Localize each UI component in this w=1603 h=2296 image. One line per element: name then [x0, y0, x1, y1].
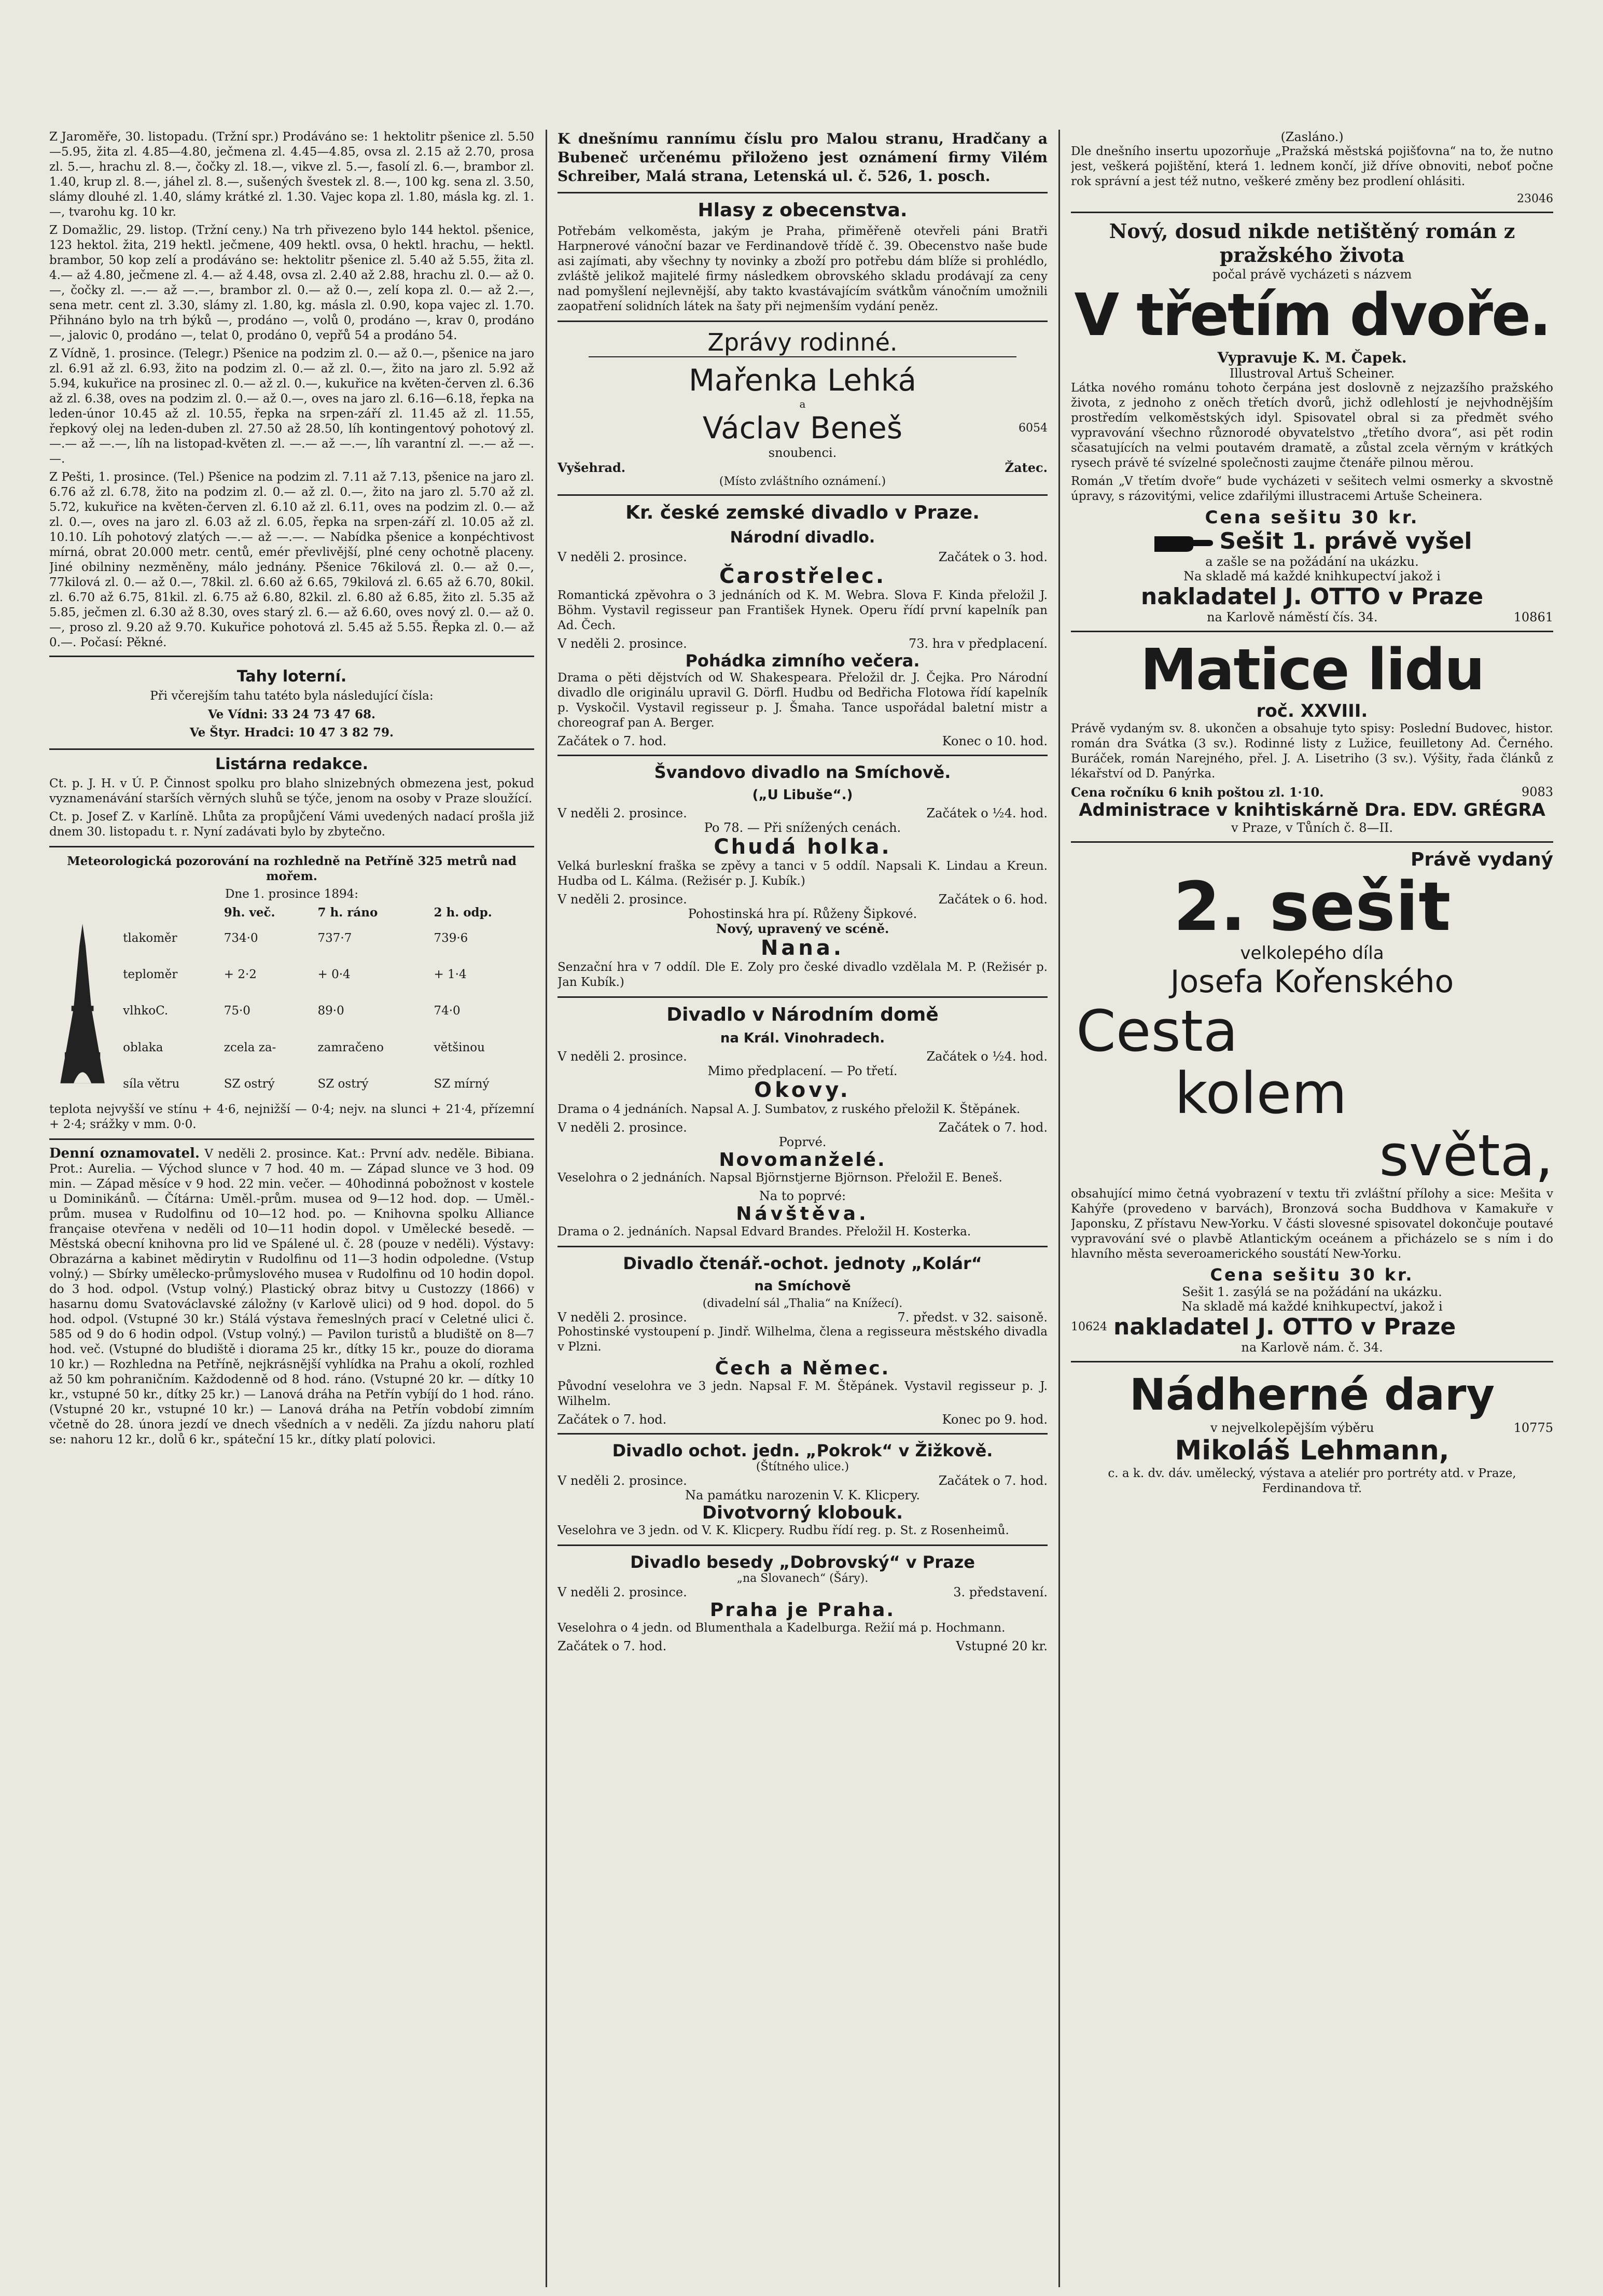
kolar-play: Čech a Němec.	[715, 1358, 890, 1379]
nd-desc: Drama o 4 jednáních. Napsal A. J. Sumbatov, z ruského přeložil K. Štěpánek.	[557, 1103, 1021, 1116]
meteo-cell: 734·0	[224, 931, 258, 945]
nt-sub: Národní divadlo.	[730, 528, 875, 547]
voices-title: Hlasy z obecenstva.	[698, 200, 908, 221]
column-rule	[1058, 130, 1060, 2287]
newspaper-page	[49, 130, 1553, 2287]
nt-end: Konec o 10. hod.	[942, 734, 1048, 748]
divider	[557, 755, 1048, 756]
divider	[557, 321, 1048, 322]
insert-notice: K dnešnímu rannímu číslu pro Malou stranu, Hradčany a Bubeneč určenému přiloženo jest oznámení firmy Vilém Schreiber, Malá strana, Letenská ul. č. 526, 1. posch.	[557, 130, 1048, 185]
nd-start: Začátek o ½4. hod.	[926, 1049, 1048, 1064]
meteo-row	[120, 1066, 534, 1102]
column-left	[49, 130, 534, 2287]
meteo-cell: SZ ostrý	[317, 1077, 369, 1091]
kolar-sub: na Smíchově	[754, 1278, 851, 1294]
novel-illustrator: Illustroval Artuš Scheiner.	[1229, 366, 1395, 381]
meteo-cell: 75·0	[224, 1004, 250, 1018]
novel-title: V třetím dvoře.	[1074, 282, 1550, 349]
sv-desc: Senzační hra v 7 oddíl. Dle E. Zoly pro české divadlo vzdělala M. P. (Režisér p. Jan Kubík.)	[557, 961, 1048, 989]
book-title-2: kolem	[1175, 1060, 1347, 1126]
book-publisher-address: na Karlově nám. č. 34.	[1241, 1340, 1383, 1355]
editorial-note: Ct. p. Josef Z. v Karlíně. Lhůta za propůjčení Vámi uvedených nadací prošla již dnem 30. listopadu t. r. Nyní zadávati bylo by zbytečno.	[49, 810, 534, 839]
divider	[557, 1433, 1048, 1435]
dobr-play: Praha je Praha.	[709, 1599, 896, 1621]
kolar-seq: 7. předst. v 32. saisoně.	[897, 1310, 1048, 1325]
meteo-cell: tlakoměr	[123, 931, 177, 945]
author-name: Josefa Kořenského	[1170, 964, 1454, 1000]
sv-play: Chudá holka.	[714, 835, 891, 859]
meteo-table	[120, 905, 534, 1102]
sv-start: Začátek o 6. hod.	[938, 892, 1048, 907]
lottery-steyr: Ve Štyr. Hradci: 10 47 3 82 79.	[189, 726, 394, 740]
nd-perf: Mimo předplacení. — Po třetí.	[707, 1064, 898, 1078]
sesit-label: Sešit 1. právě vyšel	[1219, 528, 1472, 554]
petrin-tower-icon	[49, 905, 116, 1102]
bride-name: Mařenka Lehká	[689, 363, 916, 398]
book-title-1: Cesta	[1076, 998, 1238, 1064]
book-note: Sešit 1. zasýlá se na požádání na ukázku.	[1182, 1285, 1442, 1299]
voices-text: Potřebám velkoměsta, jakým je Praha, přiměřeně otevřeli páni Bratři Harpnerové vánoční bazar ve Ferdinandově třídě č. 39. Obecenstvo naše bude asi zajímati, aby všechny ty novinky a zboží pro potřebu dám blíže si prohlédlo, zvláště jelikož majitelé firmy následkem obrovského skladu prodávají za ceny nad pomyšlení nejlevnější, aby takto kvastávajícím svátkům vánočním umožnili zaopatření solidních látek na šaty při nejmenším vydání peněz.	[557, 225, 1048, 313]
book-title-3: světa,	[1379, 1122, 1553, 1189]
nd-new: Na to poprvé:	[759, 1189, 846, 1203]
lehmann-text: c. a k. dv. dáv. umělecký, výstava a ateliér pro portréty atd. v Praze, Ferdinandova tř.	[1108, 1467, 1516, 1495]
matice-text: Právě vydaným sv. 8. ukončen a obsahuje tyto spisy: Poslední Budovec, histor. román dra Svátka (3 sv.). Rodinné listy z Lužice, feuilletony Ad. Černého. Buráček, román Narejného, přel. J. A. Lisetriho (3 sv.). Výšity, řada článků z lékařství od D. Panýrka.	[1071, 722, 1553, 781]
meteo-header-cell	[120, 905, 221, 920]
dobr-desc: Veselohra o 4 jedn. od Blumenthala a Kadelburga. Režií má p. Hochmann.	[557, 1621, 1006, 1635]
notices-title: Denní oznamovatel.	[49, 1146, 200, 1161]
novel-text: Látka nového románu tohoto čerpána jest doslovně z nejzazšího pražského života, z jednoho z oněch třetích dvorů, jichž odlehlostí je nejvhodnějším prostředím velkoměstských idyl. Spisovatel obral si za předmět svého vypravování všechno různorodé obyvatelstvo „třetího dvora“, asi pět rodin sčasatujících na velmi poutavém dramatě, a zůstal zcela věrným v krátkých rysech právě té svízelné společnosti zaujme čtenáře pilnou měrou.	[1071, 381, 1553, 470]
ad-number: 10624	[1071, 1320, 1107, 1333]
sv-new: Nový, upravený ve scéně.	[716, 921, 889, 936]
pokrok-play: Divotvorný klobouk.	[702, 1502, 903, 1523]
dobr-sub: „na Slovanech“ (Šáry).	[736, 1572, 869, 1585]
nd-date: V neděli 2. prosince.	[557, 1120, 687, 1135]
book-publisher: nakladatel J. OTTO v Praze	[1113, 1314, 1456, 1340]
novel-text: Román „V třetím dvoře“ bude vycházeti v sešitech velmi osmerky a skvostně úpravy, s rázovitými, velice zdařilými illustracemi Artuše Scheinera.	[1071, 475, 1553, 503]
family-title: Zprávy rodinné.	[589, 328, 1016, 357]
meteo-cell: 737·7	[317, 931, 352, 945]
kolar-start: Začátek o 7. hod.	[557, 1412, 667, 1427]
nd-title: Divadlo v Národním domě	[666, 1004, 939, 1025]
ad-number: 10861	[1513, 610, 1553, 624]
dobr-start: Začátek o 7. hod.	[557, 1639, 667, 1653]
nd-new: Poprvé.	[778, 1135, 827, 1149]
sv-sub2: Pohostinská hra pí. Růženy Šipkové.	[688, 907, 917, 921]
note-number: 23046	[1517, 192, 1553, 205]
dobr-price: Vstupné 20 kr.	[956, 1639, 1048, 1653]
market-report: Z Pešti, 1. prosince. (Tel.) Pšenice na podzim zl. 7.11 až 7.13, pšenice na jaro zl. 6.76 až zl. 6.78, žito na podzim zl. 0.— až zl. 0.—, žito na jaro zl. 5.70 až zl. 5.72, kukuřice na květen-červen zl. 6.10 až zl. 6.11, oves na podzim zl. 0.— až zl. 0.—, oves na jaro zl. 6.03 až zl. 6.05, řepka na srpen-září zl. 10.05 až zl. 10.10. Líh pohotový zlatých —.— až —.—. — Nabídka pšenice a konpéchtivost mírná, obrat 20.000 metr. centů, emér převlivější, plné ceny ochotně placeny. Jiné obilniny nezměněny, málo jednány. Pšenice 76kilová zl. 0.— až 0.—, 77kilová zl. 0.— až 0.—, 78kil. zl. 6.60 až 6.65, 79kilová zl. 6.65 až 6.70, 80kil. zl. 6.70 až 6.75, 81kil. zl. 6.75 až 6.80, 82kil. zl. 6.80 až 6.85, žito zl. 5.35 až 5.85, ječmen zl. 6.30 až 8.30, oves starý zl. 6.— až 6.60, oves nový zl. 0.— až 0.—, proso zl. 9.20 až 9.70. Kukuřice pohotová zl. 5.45 až 5.55. Řepka zl. 0.— až 0.—. Počasí: Pěkné.	[49, 470, 534, 649]
column-middle	[557, 130, 1048, 2287]
notices-text: V neděli 2. prosince. Kat.: První adv. neděle. Bibiana. Prot.: Aurelia. — Východ slunce v 7 hod. 40 m. — Západ slunce ve 3 hod. 09 min. — Západ měsíce v 9 hod. 22 min. večer. — 40hodinná pobožnost v kostele u Dominikánů. — Čítárna: Uměl.-prům. musea od 9—12 hod. dop. — Uměl.-prům. musea v Rudolfinu od 10—12 hod. po. — Knihovna spolku Alliance française otevřena v neděli od 10—11 hodin dopol. v Umělecké besedě. — Městská obecní knihovna pro lid ve Spálené ul. č. 28 (pouze v neděli). Výstavy: Obrazárna a kabinet mědirytin v Rudolfinu od 11—3 hodin odpoledne. (Vstup volný.) — Sbírky umělecko-průmyslového musea v Rudolfinu od 10 hodin dopol. do 3 hod. odpol. (Vstup volný.) Plastický obraz bitvy u Custozzy (1866) v hasarnu domu Svatováclavské záložny (v Karlově ulici) od 9 hod. dopol. do 5 hod. odpol. (Vstupné 30 kr.) Stálá výstava řemeslných prací v Celetné ulici č. 585 od 9 do 6 hodin odpol. (Vstup volný.) — Pavilon turistů a bludiště on 8—7 hod. več. (Vstupné do bludiště i diorama 25 kr., dítky 15 kr., pouze do diorama 10 kr.) — Rozhledna na Petříně, nejkrásnější vyhlídka na Prahu a okolí, rozhled až 50 km pohraničním. Každodenně od 8 hod. ráno. (Vstupné 20 kr. — dítky 10 kr., vstupné 50 kr., dítky 25 kr.) — Lanová dráha na Petřín vybíjí do 1 hod. ráno. (Vstupné 20 kr., vstupné 10 kr.) — Lanová dráha na Petřín vobdobí zimním včetně do 28. února jezdí ve dnech všedních a v neděli. Za jízdu nahoru platí se: nahoru 12 kr., dolů 6 kr., spáteční 15 kr., dítky platí polovici.	[49, 1147, 534, 1446]
meteo-extra: teplota nejvyšší ve stínu + 4·6, nejnižší — 0·4; nejv. na slunci + 21·4, přízemní + 2·4; srážky v mm. 0·0.	[49, 1103, 534, 1131]
lottery-vienna: Ve Vídni: 33 24 73 47 68.	[207, 707, 376, 721]
matice-title: Matice lidu	[1140, 636, 1484, 703]
groom-name: Václav Beneš	[702, 410, 903, 446]
editorial-note: Ct. p. J. H. v Ú. P. Činnost spolku pro blaho slnizebných obmezena jest, pokud vyznamenávání starších věrných sluhů se týče, jenom na osoby v Praze sloužící.	[49, 777, 534, 805]
meteo-cell: 74·0	[434, 1004, 461, 1018]
meteo-cell: + 2·2	[224, 968, 257, 982]
divider	[1071, 212, 1553, 213]
town-left: Vyšehrad.	[557, 460, 626, 475]
sv-date: V neděli 2. prosince.	[557, 892, 687, 907]
meteo-cell: SZ mírný	[434, 1077, 490, 1091]
meteo-header-cell: 7 h. ráno	[317, 906, 378, 920]
sv-sub: („U Libuše“.)	[752, 787, 853, 803]
sv-play: Nana.	[760, 936, 845, 960]
nd-start: Začátek o 7. hod.	[938, 1120, 1048, 1135]
and-word: a	[799, 398, 806, 410]
market-report: Z Domažlic, 29. listop. (Tržní ceny.) Na trh přivezeno bylo 144 hektol. pšenice, 123 hektol. žita, 219 hektl. ječmene, 409 hektl. ovsa, 0 hektl. hrachu, — hektl. brambor, 50 kop zelí a prodáváno se: hektolitr pšenice zl. 5.40 až 5.55, žita zl. 4.— až 4.80, ječmene zl. 4.— až 4.48, ovsa zl. 2.40 až 2.88, hrachu zl. 0.— až 0.—, čočky zl. —.— až —.—, brambor zl. 0.— až 0.—, zelí kopa zl. 0.— až 2.—, sena metr. cent zl. 3.30, slámy zl. 1.80, kg. másla zl. 0.90, kopa vajec zl. 1.70. Přihnáno bylo na trh býků —, prodáno —, volů 0, prodáno —, krav 0, prodáno —, jalovic 0, prodáno —, telat 0, prodáno 0, vepřů 54 a prodáno 54.	[49, 224, 534, 342]
column-rule	[546, 130, 547, 2287]
divider	[1071, 1361, 1553, 1362]
editorial-title: Listárna redakce.	[215, 755, 369, 773]
nt-desc: Romantická zpěvohra o 3 jednáních od K. M. Webra. Slova F. Kinda přeložil J. Böhm. Vystavil regisseur pan František Hynek. Operu řídí první kapelník pan Ad. Čech.	[557, 589, 1048, 632]
book-text: obsahující mimo četná vyobrazení v textu tři zvláštní přílohy a sice: Mešita v Kahýře (provedeno v barvách), Bronzová socha Buddhova v Kamakuře v Japonsku, Z přístavu New-Yorku. V části slovesné spisovatel dokončuje poutavé vypravování své o plavbě Atlantickým oceánem a přicházelo se s ním i do hlavního města severoamerického soustátí New-Yorku.	[1071, 1187, 1553, 1261]
sesit-note: a zašle se na požádání na ukázku.	[1205, 554, 1419, 569]
sv-perf: Po 78. — Při snížených cenách.	[704, 820, 901, 835]
nt-start: Začátek o 7. hod.	[557, 734, 667, 748]
sv-desc: Velká burleskní fraška se zpěvy a tanci v 5 oddíl. Napsali K. Lindau a Kreun. Hudba od L. Kálma. (Režisér p. J. Kubík.)	[557, 859, 1048, 888]
dobr-date: V neděli 2. prosince.	[557, 1585, 687, 1599]
meteo-cell: zcela za-	[224, 1040, 276, 1054]
meteo-cell: vlhkoC.	[123, 1004, 169, 1018]
nt-play: Pohádka zimního večera.	[685, 651, 920, 671]
note-text: Dle dnešního insertu upozorňuje „Pražská městská pojišťovna“ na to, že nutno jest, veškerá pojištění, která 1. lednem končí, již dříve obnoviti, neboť počne rok správní a jest též nutno, veškeré změny bez prodlení ohlásiti.	[1071, 145, 1553, 188]
meteo-cell: + 1·4	[434, 968, 467, 982]
matice-price: Cena ročníku 6 knih poštou zl. 1·10.	[1071, 785, 1324, 800]
meteo-cell: většinou	[434, 1040, 485, 1054]
nd-desc: Veselohra o 2 jednáních. Napsal Björnstjerne Björnson. Přeložil E. Beneš.	[557, 1171, 1002, 1185]
divider	[49, 1138, 534, 1140]
market-report: Z Vídně, 1. prosince. (Telegr.) Pšenice na podzim zl. 0.— až 0.—, pšenice na jaro zl. 6.91 až zl. 6.93, žito na podzim zl. 0.— až zl. 0.—, žito na jaro zl. 5.92 až 5.94, kukuřice na prosinec zl. 0.— až zl. 0.—, kukuřice na květen-červen zl. 6.36 až zl. 6.38, oves na podzim zl. 0.— až 0.—, oves na jaro zl. 6.16—6.18, řepka na leden-únor 10.45 až zl. 10.55, řepka na srpen-září zl. 11.45 až zl. 11.55, řepkový olej na leden-duben zl. 27.50 až 28.50, líh kontingentový pohotový zl. —.— až —.—, líh na listopad-květen zl. —.— až —.—, líh varantní zl. —.— až —.—.	[49, 347, 534, 466]
meteo-cell: 739·6	[434, 931, 468, 945]
divider	[557, 996, 1048, 998]
meteo-cell: SZ ostrý	[224, 1077, 275, 1091]
gifts-sub: v nejvelkolepějším výběru	[1210, 1421, 1374, 1435]
price-label: Cena sešitu 30 kr.	[1205, 507, 1419, 528]
meteo-cell: zamračeno	[317, 1040, 384, 1054]
divider	[49, 846, 534, 847]
pokrok-start: Začátek o 7. hod.	[938, 1473, 1048, 1488]
sv-start: Začátek o ½4. hod.	[926, 806, 1048, 820]
nt-desc: Drama o pěti dějstvích od W. Shakespeara. Přeložil dr. J. Čejka. Pro Národní divadlo dle originálu upravil G. Dörfl. Hudbu od Bedřicha Flotowa řídí kapelník p. Vyskočil. Vystavil regisseur p. J. Šmaha. Tance uspořádal baletní mistr a choreograf pan A. Berger.	[557, 671, 1048, 730]
nt-start: Začátek o 3. hod.	[938, 550, 1048, 564]
dobr-seq: 3. představení.	[953, 1585, 1048, 1599]
nt-date: V neděli 2. prosince.	[557, 550, 687, 564]
meteo-cell: + 0·4	[317, 968, 351, 982]
meteo-row	[120, 1029, 534, 1066]
pokrok-place: (Štítného ulice.)	[756, 1460, 849, 1473]
meteo-date: Dne 1. prosince 1894:	[225, 887, 359, 901]
meteo-cell: teploměr	[123, 968, 178, 982]
meteo-header-cell: 9h. več.	[224, 906, 275, 920]
lottery-title: Tahy loterní.	[236, 667, 347, 686]
lehmann-name: Mikoláš Lehmann,	[1175, 1435, 1449, 1466]
divider	[1071, 841, 1553, 843]
market-report: Z Jaroměře, 30. listopadu. (Tržní spr.) Prodáváno se: 1 hektolitr pšenice zl. 5.50—5.95, žita zl. 4.85—4.80, ječmena zl. 4.45—4.85, ovsa zl. 2.15 až 2.70, prosa zl. 5.—, hrachu zl. 8.—, čočky zl. 18.—, vikve zl. 5.—, fasolí zl. 6.—, brambor zl. 1.40, krup zl. 8.—, jáhel zl. 8.—, sušených švestek zl. 8.—, 100 kg. sena zl. 3.50, slámy dlouhé zl. 1.40, slámy krátké zl. 1.30. Vajec kopa zl. 1.80, másla kg. zl. 1.—, tvarohu kg. 10 kr.	[49, 130, 534, 219]
pokrok-memo: Na památku narozenin V. K. Klicpery.	[685, 1488, 921, 1502]
divider	[557, 494, 1048, 496]
divider	[557, 192, 1048, 193]
nt-play: Čarostřelec.	[719, 564, 886, 588]
meteo-title: Meteorologická pozorování na rozhledně na Petříně 325 metrů nad mořem.	[67, 854, 517, 883]
note-title: (Zasláno.)	[1280, 130, 1344, 144]
meteo-row	[120, 920, 534, 956]
ad-number: 6054	[1019, 422, 1048, 435]
nd-play: Okovy.	[754, 1078, 851, 1102]
divider	[557, 1544, 1048, 1546]
sklad-note: Na skladě má každé knihkupectví jakož i	[1183, 569, 1441, 583]
kolar-desc: Původní veselohra ve 3 jedn. Napsal F. M. Štěpánek. Vystavil regisseur p. J. Wilhelm.	[557, 1380, 1048, 1408]
gifts-title: Nádherné dary	[1129, 1369, 1495, 1420]
publisher: nakladatel J. OTTO v Praze	[1140, 583, 1484, 610]
kolar-guest: Pohostinské vystoupení p. Jindř. Wilhelma, člena a regisseura městského divadla v Plzni.	[557, 1325, 1048, 1354]
town-right: Žatec.	[1005, 460, 1048, 475]
matice-year: roč. XXVIII.	[1256, 701, 1368, 721]
book-sklad: Na skladě má každé knihkupectví, jakož i	[1181, 1299, 1443, 1314]
publisher-address: na Karlově náměstí čís. 34.	[1207, 610, 1378, 624]
meteo-cell: oblaka	[123, 1040, 163, 1054]
pokrok-desc: Veselohra ve 3 jedn. od V. K. Klicpery. Rudbu řídí reg. p. St. z Rosenheimů.	[557, 1524, 1009, 1537]
kolar-end: Konec po 9. hod.	[942, 1412, 1048, 1427]
pokrok-date: V neděli 2. prosince.	[557, 1473, 687, 1488]
nd-date: V neděli 2. prosince.	[557, 1049, 687, 1064]
ad-number: 9083	[1521, 785, 1553, 799]
kolar-date: V neděli 2. prosince.	[557, 1310, 687, 1325]
ad-number: 10775	[1513, 1421, 1553, 1435]
velk-label: velkolepého díla	[1240, 943, 1384, 964]
novel-author: Vypravuje K. M. Čapek.	[1217, 349, 1407, 366]
meteo-cell: síla větru	[123, 1077, 180, 1091]
second-issue: 2. sešit	[1173, 867, 1451, 946]
admin-address: v Praze, v Tůních č. 8—II.	[1231, 820, 1393, 835]
nd-desc: Drama o 2. jednáních. Napsal Edvard Brandes. Přeložil H. Kosterka.	[557, 1225, 971, 1239]
meteo-row	[120, 956, 534, 993]
meteo-cell: 89·0	[317, 1004, 344, 1018]
pointing-hand-icon	[1152, 528, 1214, 554]
divider	[557, 1246, 1048, 1247]
pokrok-title: Divadlo ochot. jedn. „Pokrok“ v Žižkově.	[612, 1441, 993, 1460]
instead-note: (Místo zvláštního oznámení.)	[719, 475, 886, 488]
meteo-header-cell: 2 h. odp.	[434, 906, 492, 920]
meteo-row	[120, 993, 534, 1029]
nt-date: V neděli 2. prosince.	[557, 636, 687, 651]
book-price: Cena sešitu 30 kr.	[1210, 1265, 1414, 1285]
admin-title: Administrace v knihtiskárně Dra. EDV. GRÉGRA	[1079, 800, 1545, 820]
nt-title: Kr. české zemské divadlo v Praze.	[625, 502, 980, 523]
lottery-intro: Při včerejším tahu tatéto byla následující čísla:	[150, 689, 434, 703]
nd-play: Návštěva.	[736, 1203, 869, 1224]
kolar-title: Divadlo čtenář.-ochot. jednoty „Kolár“	[623, 1254, 982, 1273]
novel-head: Nový, dosud nikde netištěný román z pražského života	[1109, 219, 1515, 267]
novel-sub: počal právě vycházeti s názvem	[1212, 267, 1412, 282]
kolar-place: (divadelní sál „Thalia“ na Knížecí).	[702, 1297, 903, 1310]
prave-label: Právě vydaný	[1411, 849, 1553, 870]
nt-perf: 73. hra v předplacení.	[908, 636, 1048, 651]
dobr-title: Divadlo besedy „Dobrovský“ v Praze	[630, 1552, 975, 1572]
divider	[1071, 631, 1553, 632]
column-right	[1071, 130, 1553, 2287]
engaged-label: snoubenci.	[768, 446, 837, 460]
lottery-box	[49, 656, 534, 750]
nd-play: Novomanželé.	[719, 1149, 886, 1171]
sv-date: V neděli 2. prosince.	[557, 806, 687, 820]
nd-sub: na Král. Vinohradech.	[720, 1031, 885, 1046]
sv-title: Švandovo divadlo na Smíchově.	[654, 762, 951, 782]
